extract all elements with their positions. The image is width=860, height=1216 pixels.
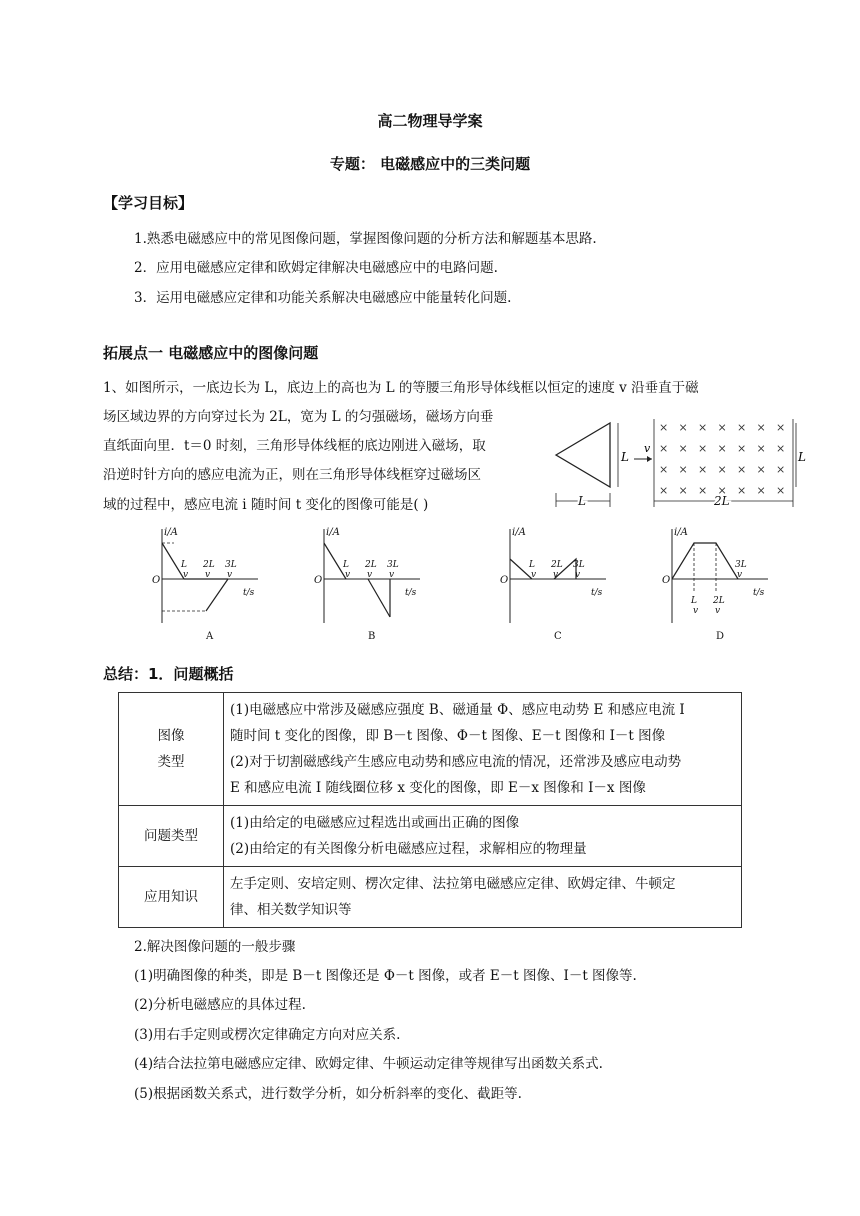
table-key-cell: 问题类型 <box>119 806 224 867</box>
summary-heading: 总结：1．问题概括 <box>103 665 234 683</box>
field-cross: × <box>659 484 669 497</box>
option-label: C <box>554 631 562 642</box>
field-cross: × <box>659 463 669 476</box>
question-line: 1、如图所示，一底边长为 L，底边上的高也为 L 的等腰三角形导体线框以恒定的速度 v 沿垂直于磁 <box>103 380 699 396</box>
tick-label: 2L <box>365 560 377 570</box>
field-cross: × <box>737 484 747 497</box>
arrowhead <box>647 456 652 462</box>
cell-line: (1)由给定的电磁感应过程选出或画出正确的图像 <box>230 815 520 831</box>
field-cross: × <box>756 442 766 455</box>
label-L: L <box>621 450 629 464</box>
tick-label: v <box>531 570 537 580</box>
x-axis-label: t/s <box>243 588 255 598</box>
graph-labels <box>152 527 765 642</box>
y-axis-label: i/A <box>674 527 688 538</box>
key-line: 类型 <box>157 754 185 770</box>
origin-label: O <box>662 575 671 586</box>
cell-line: (2)由给定的有关图像分析电磁感应过程，求解相应的物理量 <box>230 841 587 857</box>
tick-label: v <box>715 606 721 616</box>
tick-label: 3L <box>735 560 747 570</box>
tick-label: L <box>181 560 187 570</box>
question-line: 直纸面向里．t＝0 时刻，三角形导体线框的底边刚进入磁场，取 <box>103 438 486 454</box>
x-axis-label: t/s <box>405 588 417 598</box>
tick-label: v <box>737 570 743 580</box>
y-axis-label: i/A <box>512 527 526 538</box>
current-curve <box>672 543 738 579</box>
origin-label: O <box>152 575 161 586</box>
current-curve <box>206 579 228 611</box>
tick-label: 3L <box>225 560 237 570</box>
field-cross: × <box>698 463 708 476</box>
table-value-cell <box>224 806 742 867</box>
goal-item: 3．运用电磁感应定律和功能关系解决电磁感应中能量转化问题. <box>134 290 512 306</box>
tick-label: L <box>691 596 697 606</box>
tick-label: 2L <box>551 560 563 570</box>
field-cross: × <box>717 484 727 497</box>
field-cross: × <box>698 442 708 455</box>
field-cross: × <box>737 463 747 476</box>
y-axis-label: i/A <box>326 527 340 538</box>
goal-item: 1.熟悉电磁感应中的常见图像问题，掌握图像问题的分析方法和解题基本思路. <box>134 231 597 247</box>
field-cross: × <box>698 484 708 497</box>
table-value-cell <box>224 867 742 928</box>
field-diagram <box>548 415 808 515</box>
magnetic-field-crosses <box>659 421 785 497</box>
field-cross: × <box>737 442 747 455</box>
goal-item: 2．应用电磁感应定律和欧姆定律解决电磁感应中的电路问题. <box>134 260 498 276</box>
label-v: v <box>644 442 651 455</box>
field-cross: × <box>756 421 766 434</box>
field-cross: × <box>776 463 786 476</box>
table-row <box>119 806 742 867</box>
step-item: (1)明确图像的种类，即是 B－t 图像还是 Φ－t 图像，或者 E－t 图像、I－t 图像等. <box>134 968 637 984</box>
label-2L: 2L <box>714 494 730 508</box>
answer-graphs <box>140 523 780 643</box>
field-cross: × <box>659 421 669 434</box>
x-axis-label: t/s <box>591 588 603 598</box>
label-L: L <box>578 494 586 508</box>
tick-label: L <box>529 560 535 570</box>
tick-label: 3L <box>573 560 585 570</box>
question-line: 沿逆时针方向的感应电流为正，则在三角形导体线框穿过磁场区 <box>103 467 481 483</box>
field-cross: × <box>756 484 766 497</box>
option-label: D <box>716 631 725 642</box>
tick-label: 3L <box>387 560 399 570</box>
current-curve <box>368 579 390 617</box>
tick-label: v <box>693 606 699 616</box>
step-item: (3)用右手定则或楞次定律确定方向对应关系. <box>134 1027 401 1043</box>
steps-heading: 2.解决图像问题的一般步骤 <box>134 939 296 955</box>
summary-table <box>118 692 742 928</box>
field-cross: × <box>678 463 688 476</box>
field-cross: × <box>717 421 727 434</box>
field-cross: × <box>678 442 688 455</box>
field-cross: × <box>776 442 786 455</box>
cell-line: (2)对于切割磁感线产生感应电动势和感应电流的情况，还常涉及感应电动势 <box>230 754 682 770</box>
cell-line: 左手定则、安培定则、楞次定律、法拉第电磁感应定律、欧姆定律、牛顿定 <box>230 876 676 892</box>
origin-label: O <box>314 575 323 586</box>
cell-line: 随时间 t 变化的图像，即 B－t 图像、Φ－t 图像、E－t 图像和 I－t 图像 <box>230 728 666 744</box>
table-row <box>119 693 742 806</box>
question-line: 场区域边界的方向穿过长为 2L，宽为 L 的匀强磁场，磁场方向垂 <box>103 409 494 425</box>
page-subtitle: 专题： 电磁感应中的三类问题 <box>329 155 531 173</box>
tick-label: 2L <box>203 560 215 570</box>
table-value-cell <box>224 693 742 806</box>
option-label: B <box>368 631 376 642</box>
goals-heading: 【学习目标】 <box>103 194 194 212</box>
section-heading: 拓展点一 电磁感应中的图像问题 <box>103 344 319 362</box>
step-item: (5)根据函数关系式，进行数学分析，如分析斜率的变化、截距等. <box>134 1086 522 1102</box>
field-cross: × <box>678 421 688 434</box>
field-cross: × <box>737 421 747 434</box>
field-cross: × <box>776 484 786 497</box>
cell-line: (1)电磁感应中常涉及磁感应强度 B、磁通量 Φ、感应电动势 E 和感应电流 I <box>230 702 685 718</box>
table-key-cell: 应用知识 <box>119 867 224 928</box>
key-line: 图像 <box>157 728 185 744</box>
cell-line: 律、相关数学知识等 <box>230 902 352 918</box>
option-label: A <box>206 631 214 642</box>
tick-label: L <box>343 560 349 570</box>
field-cross: × <box>776 421 786 434</box>
tick-label: v <box>575 570 581 580</box>
tick-label: v <box>389 570 395 580</box>
origin-label: O <box>500 575 509 586</box>
field-cross: × <box>678 484 688 497</box>
y-axis-label: i/A <box>164 527 178 538</box>
field-cross: × <box>717 463 727 476</box>
tick-label: v <box>553 570 559 580</box>
tick-label: v <box>367 570 373 580</box>
field-cross: × <box>717 442 727 455</box>
triangle-frame <box>556 423 610 487</box>
field-cross: × <box>659 442 669 455</box>
tick-label: v <box>227 570 233 580</box>
table-key-cell <box>119 693 224 806</box>
step-item: (2)分析电磁感应的具体过程. <box>134 997 306 1013</box>
tick-label: v <box>345 570 351 580</box>
step-item: (4)结合法拉第电磁感应定律、欧姆定律、牛顿运动定律等规律写出函数关系式. <box>134 1056 603 1072</box>
label-L: L <box>798 450 806 464</box>
question-line: 域的过程中，感应电流 i 随时间 t 变化的图像可能是( ) <box>103 497 429 513</box>
cell-line: E 和感应电流 I 随线圈位移 x 变化的图像，即 E－x 图像和 I－x 图像 <box>230 780 646 796</box>
tick-label: 2L <box>713 596 725 606</box>
x-axis-label: t/s <box>753 588 765 598</box>
field-cross: × <box>756 463 766 476</box>
page-title: 高二物理导学案 <box>377 112 483 130</box>
tick-label: v <box>183 570 189 580</box>
tick-label: v <box>205 570 211 580</box>
field-cross: × <box>698 421 708 434</box>
table-row <box>119 867 742 928</box>
